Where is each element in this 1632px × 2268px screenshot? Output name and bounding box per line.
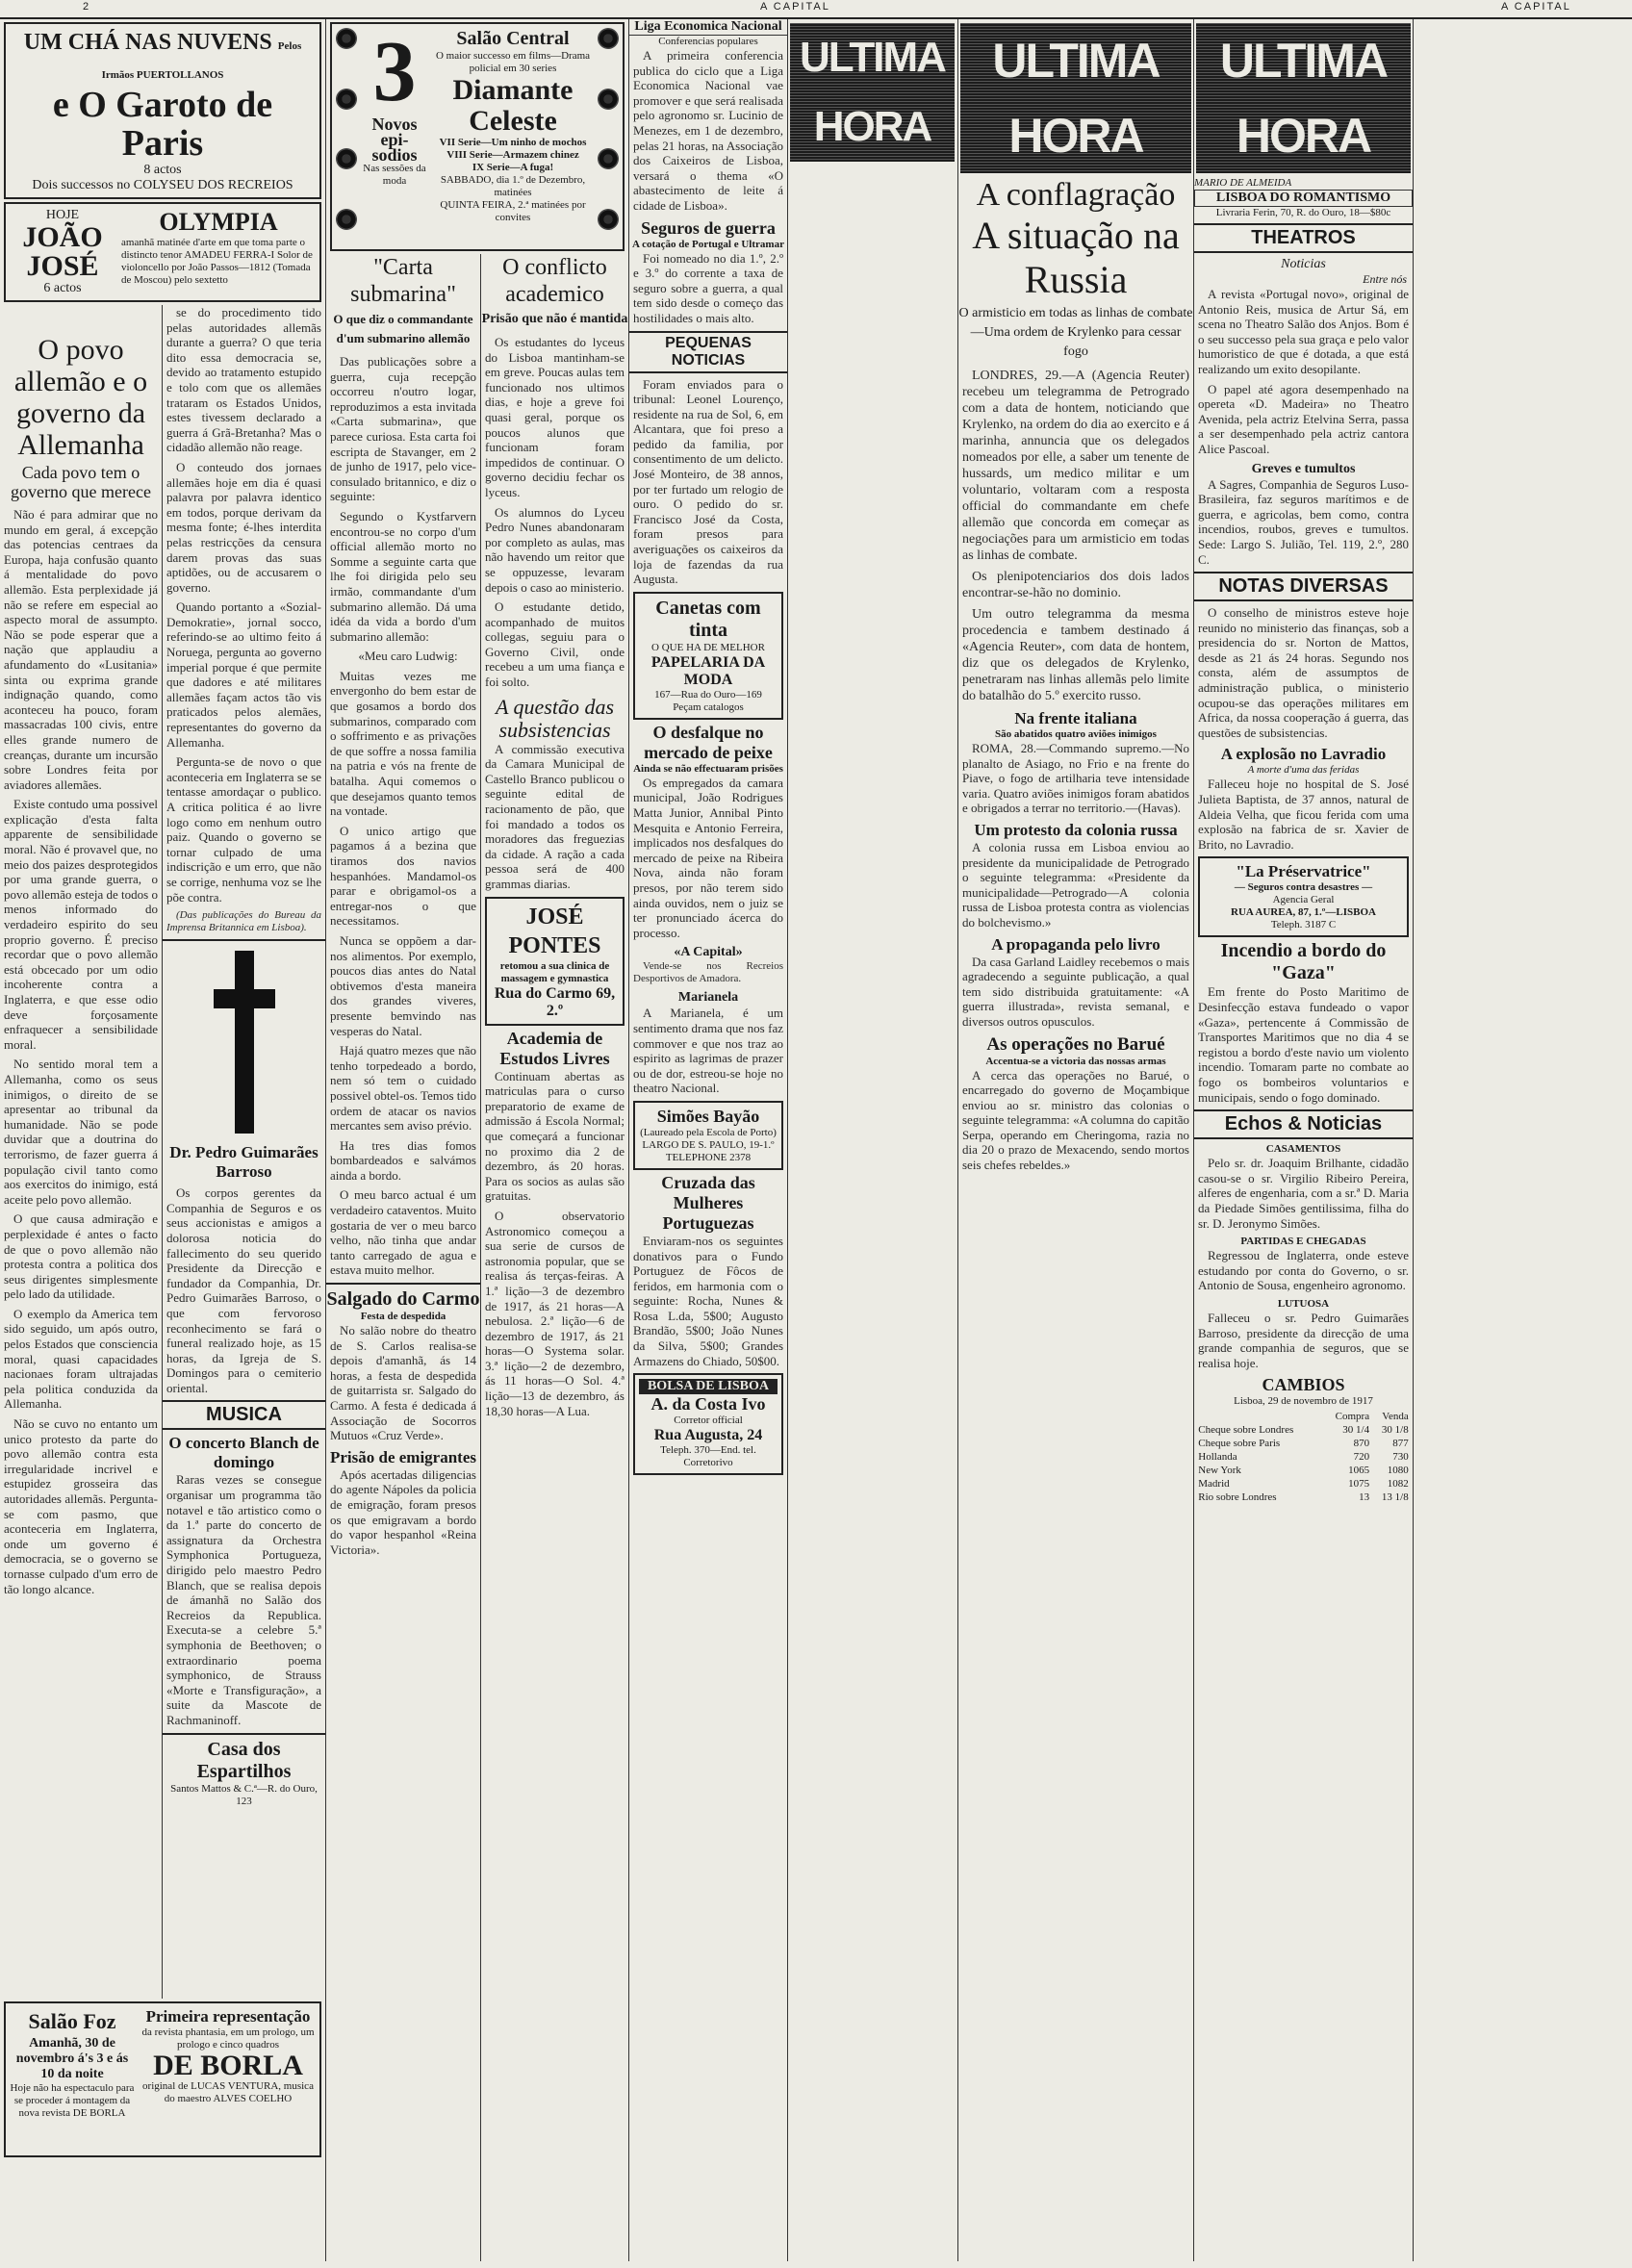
cambios-date: Lisboa, 29 de novembro de 1917 [1234,1395,1373,1408]
article-paragraph: Ha tres dias fomos bombardeados e salvámos ainda a bordo. [330,1137,476,1183]
table-row [1196,1410,1410,1423]
article-title-carmo: Salgado do Carmo [326,1288,480,1311]
ad-preservatrice-tel: Teleph. 3187 C [1270,919,1337,931]
article-title-presos: Prisão de emigrantes [329,1447,477,1466]
article-paragraph: No sentido moral tem a Allemanha, como os seus inimigos, o direito de se apresentar ao tribunal da humanidade. Não se pode duvidar que a doutrina do terrorismo, de fazer guerra á população civil tanto como aos exercitos do inimigo, está aceite pelo povo allemão. [4,1057,158,1207]
article-paragraph: A primeira conferencia publica do ciclo que a Liga Economica Nacional vae promover e que será realisada pelo agronomo sr. Lucinio de Menezes, em 1 de dezembro, pelas 21 horas, na Associação dos Caixeiros de Lisboa, versará o thema «O abastecimento de leite á cidade de Lisboa». [633,48,783,213]
article-title-russia: A situação na Russia [972,214,1180,301]
article-paragraph: Após acertadas diligencias do agente Nápoles da policia de emigração, foram presos os que emigravam a bordo do vapor hespanhol «Reina Victoria». [330,1466,476,1557]
ad-salao-maior: O maior successo em films—Drama policial em 30 series [435,50,591,74]
ad-foz-note: Hoje não ha espectaculo para se proceder á montagem da nova revista DE BORLA [10,2082,135,2119]
article-paragraph: Pelo sr. dr. Joaquim Brilhante, cidadão casou-se o sr. Virgilio Ribeiro Pereira, alferes de engenharia, com a sr.ª D. Maria da Piedade Simões gentilissima, filha do sr. D. Jeronymo Simões. [1198,1156,1409,1231]
ad-joao-acts: 6 actos [43,281,82,295]
ad-preservatrice-address: RUA AUREA, 87, 1.º—LISBOA [1231,906,1376,919]
ad-preservatrice-agencia: Agencia Geral [1272,894,1335,906]
ad-bolsa-name: A. da Costa Ivo [650,1394,766,1414]
article-title-academia: Academia de Estudos Livres [499,1028,610,1068]
section-cambios: CAMBIOS [1262,1375,1345,1395]
article-subtitle-italia: São abatidos quatro aviões inimigos [995,728,1157,740]
article-paragraph: O estudante detido, acompanhado de muitos collegas, seguiu para o Governo Civil, onde recebeu a um uma fiança e foi solto. [485,599,625,690]
article-paragraph: Muitas vezes me envergonho do bem estar de que gosamos a bordo dos submarinos, comparado com o soffrimento e as privações de que soffre a nossa familia na patria e vós na frente de batalha. Aqui comemos o que desejamos quanto temos na vontade. [330,668,476,819]
column-4 [481,254,628,2261]
article-paragraph: A Sagres, Companhia de Seguros Luso-Brasileira, faz seguros marítimos e de guerra, e agricolas, bem como, contra incendios, roubos, greves e tumultos. Sede: Largo S. Julião, Tel. 119, 2.º, 280 C. [1198,476,1409,567]
table-cell: 1065 [1348,1465,1370,1477]
ultima-hora-banner: ULTIMA HORA [790,23,955,162]
ad-garoto-acts: 8 actos [143,163,182,177]
article-paragraph: Hajá quatro mezes que não tenho torpedeado a bordo, nem só tem o cuidado possivel obtel-os. Temos tido ordem de atacar os navios mercantes sem aviso prévio. [330,1043,476,1134]
section-casamentos: CASAMENTOS [1265,1143,1341,1156]
article-paragraph: Regressou de Inglaterra, onde esteve estudando por conta do Governo, o sr. Antonio de Sousa, engenheiro agronomo. [1198,1248,1409,1293]
ad-sabbado: SABBADO, dia 1.º de Dezembro, matinées [440,174,586,198]
ad-film-1: Diamante [452,74,574,106]
concert-text: Raras vezes se consegue organisar um programma tão notavel e tão artistico como o da 1.ª parte do concerto de assignatura da Orchestra Symphonica Portugueza, dirigido pelo maestro Pedro Blanch, que se realisa depois de ámanhã no Salão dos Recreios da Republica. Executa-se a celebre 5.ª symphonia de Beethoven; o extraordinario poema symphonico, de Strauss «Morte e Transfiguração», a suite da Mascote de Rachmaninoff. [166,1472,321,1727]
ad-salao-central [330,22,625,251]
section-lutuosa: LUTUOSA [1277,1297,1330,1310]
article-paragraph: O conselho de ministros esteve hoje reunido no ministerio das finanças, sob a presidencia do sr. Norton de Mattos, desde as 21 ás 24 horas. Segundo nos consta, além de assumptos de administração publica, o ministerio ocupou-se das operações militares em Africa, da nossa cooperação á guerra, das questões de subsistencias. [1198,605,1409,740]
table-cell: 13 [1359,1491,1370,1504]
article-title-greves: Greves e tumultos [1251,461,1356,476]
ad-de-borla: DE BORLA [153,2050,303,2081]
article-paragraph: Os empregados da camara municipal, João Rodrigues Matta Junior, Annibal Pinto Mesquita e Antonio Ferreira, implicados nos desfalques do mercado de peixe na Ribeira Nova, ainda não foram presos, por não terem sido ainda ouvidos, nem o juiz se ter pronunciado ácerca do processo. [633,775,783,940]
ad-bolsa-address: Rua Augusta, 24 [653,1427,763,1444]
concert-title: O concerto Blanch de domingo [168,1434,319,1472]
ad-canetas-note: Peçam catalogos [673,701,744,713]
article-paragraph: O meu barco actual é um verdadeiro cataventos. Muito gostaria de ver o meu barco velho, não tinha que andar tanto carregado de agua e estava muito melhor. [330,1187,476,1278]
ad-quinta: QUINTA FEIRA, 2.ª matinées por convites [440,199,586,223]
article-paragraph: No salão nobre do theatro de S. Carlos realisa-se depois d'amanhã, ás 14 horas, a festa de despedida de guitarrista sr. Salgado do Carmo. A festa é dedicada á Associação de Socorros Mutuos «Cruz Verde». [330,1323,476,1443]
ad-simoes-title: Simões Bayão [656,1106,760,1126]
article-subtitle-povo: Cada povo tem o governo que merece [11,463,151,501]
section-title-echos: Echos & Noticias [1194,1109,1413,1139]
ad-preservatrice-sub: — Seguros contra desastres — [1234,881,1373,894]
article-title-subsistencias: A questão das subsistencias [495,694,615,742]
table-cell: Cheque sobre Londres [1198,1424,1294,1437]
article-title-capital: «A Capital» [674,945,743,960]
article-paragraph: Vende-se nos Recreios Desportivos de Amadora. [633,960,783,985]
table-cell: Hollanda [1198,1451,1237,1464]
table-row [1196,1491,1410,1504]
cross-icon [214,951,275,1134]
article-paragraph: Continuam abertas as matriculas para o curso preparatorio de exame de admissão á Escola Normal; que começará a funcionar no proximo dia 2 de dezembro, ás 20 horas. Para os socios as aulas são gratuitas. [485,1068,625,1204]
ad-canetas-shop: PAPELARIA DA MODA [650,653,766,688]
article-paragraph: Em frente do Posto Maritimo de Desinfecção estava fundeado o vapor «Gaza», pertencente á Commissão de Transportes Maritimos que no dia 4 se registou a bordo d'este navio um violento incendio. Tomaram parte no combate ao fogo os bombeiros voluntarios e municipais, sendo o fogo dominado. [1198,984,1409,1105]
ad-pontes-title: JOSÉ PONTES [508,904,601,958]
article-paragraph: LONDRES, 29.—A (Agencia Reuter) recebeu um telegramma de Petrogrado com a data de hontem, noticiando que Krylenko, na ordem do dia ao exercito e á marinha, annuncia que os delegados nomeados por elle, a saber um tenente de hussards, um medico militar e um voluntario, voltaram com a resposta official do commandante em chefe allemão que concorda em começar as negociações para um armisticio em todas as linhas de combate. [962,369,1189,563]
article-paragraph: Quando portanto a «Sozial-Demokratie», jornal socco, referindo-se ao ultimo feito á Noruega, pergunta ao governo imperial porque é que permite que dadores e até militares allemães façam actos tão vis praticados pelos alemães, representantes do governo da Allemanha. [166,599,321,750]
article-paragraph: O unico artigo que pagamos á a bezina que tiramos dos navios hespanhóes. Mandamol-os parar e obrigamol-os a entregar-nos o que necessitamos. [330,823,476,929]
column-6 [958,19,1193,2261]
ornament-icon [336,148,357,169]
article-subtitle-carmo: Festa de despedida [360,1311,446,1323]
masthead [0,0,1632,19]
column-3-4 [326,19,628,2261]
section-entre-nos: Entre nós [1363,272,1407,286]
article-paragraph: ROMA, 28.—Commando supremo.—No planalto de Asiago, no Frio e na frente do Piave, o fogo de artilharia teve intensidade varia. Quatro aviões inimigos foram abatidos e obrigados a terrar no territorio.—(Havas). [962,741,1189,816]
article-paragraph: Falleceu o sr. Pedro Guimarães Barroso, presidente da direcção de uma grande companhia de seguros, que se realisa hoje. [1198,1310,1409,1370]
table-cell: 730 [1392,1451,1409,1464]
ornament-icon [336,209,357,230]
ad-olympia-title: OLYMPIA [159,208,278,236]
table-row [1196,1450,1410,1464]
table-cell: 13 1/8 [1381,1491,1409,1504]
ad-joao: JOÃO JOSÉ [22,221,103,282]
article-paragraph: Os alumnos do Lyceu Pedro Nunes abandonaram por completo as aulas, mas não havendo um reitor que se oppuzesse, levaram depois o caso ao ministerio. [485,504,625,595]
article-paragraph: A cerca das operações no Barué, o encarregado do governo de Moçambique enviou ao sr. ministro das colonias o seguinte telegramma: «A columna do capitão Serpa, operando em Cheringoma, razia no dia 20 o prazo de Mexacendo, sendo mortos seis chefes rebeldes.» [962,1067,1189,1173]
article-subtitle-russia: O armisticio em todas as linhas de combate—Uma ordem de Krylenko para cessar fogo [958,306,1193,359]
table-cell: Rio sobre Londres [1198,1491,1277,1504]
ad-canetas-address: 167—Rua do Ouro—169 [654,688,762,701]
article-paragraph: Das publicações sobre a guerra, cuja recepção occorreu n'outro logar, reproduzimos a esta invitada «Carta submarina», que parece curiosa. Esta carta foi escripta de Stavanger, em 2 de junho de 1917, pelo vice-consulado britannico, e diz o seguinte: [330,354,476,504]
article-paragraph: Da casa Garland Laidley recebemos o mais agradecendo a seguinte publicação, a qual tem sido distribuida gratuitamente: «A guerra illustrada», revista semanal, e diversos outros opusculos. [962,954,1189,1029]
article-paragraph: A Marianela, é um sentimento drama que nos faz commover e que nos traz ao espirito as lagrimas de prazer ou de dor, estreou-se hoje no theatro Nacional. [633,1006,783,1096]
article-paragraph: se do procedimento tido pelas autoridades allemãs durante a guerra? O que teria dito essa democracia se, devido ao tratamento estupido e tolo com que os allemães trataram os Estados Unidos, estes tivessem declarado a guerra á Grã-Bretanha? Mas o cidadão allemão não reage. [166,305,321,455]
ad-olympia-text: amanhã matinée d'arte em que toma parte o distincto tenor AMADEU FERRA-I Solor de violoncello por João Passos—1812 (Tomada de Moscou) pelo sextetto [121,237,313,286]
ornament-icon [598,89,619,110]
ad-preservatrice-title: "La Préservatrice" [1236,862,1371,881]
article-paragraph: Os estudantes do lyceus do Lisboa mantinham-se em greve. Poucas aulas tem funcionado nos ultimos dias, e hoje a greve foi quasi geral, porque os poucos alunos que funcionam foram impedidos de continuar. O governo decidiu fechar os lyceus. [485,335,625,499]
table-cell: 1082 [1387,1478,1409,1491]
ad-jose-pontes [485,897,625,1026]
ad-pontes-sub: retomou a sua clinica de massagem e gymnastica [499,959,610,984]
section-noticias: Noticias [1281,257,1326,271]
column-1 [0,305,163,1999]
obituary-text: Os corpos gerentes da Companhia de Seguros e os seus accionistas e amigos a dolorosa noticia do fallecimento do seu querido Presidente da Direcção e fundador da Companhia, Dr. Pedro Guimarães Barroso, o que com fervoroso reconhecimento se fará o funeral realizado hoje, as 15 horas, da Igreja de S. Domingos para o cemiterio oriental. [166,1185,321,1395]
ornament-icon [336,89,357,110]
article-title-barue: As operações no Barué [986,1033,1165,1055]
article-paragraph: O conteudo dos jornaes allemães hoje em dia é quasi palavra por palavra identico em todos, porque derivam da mesma fonte; é-lhes interdita pelas restricções da censura darem provas das suas aptidões, ou de accusarem o governo. [166,459,321,595]
article-title-gaza: Incendio a bordo do "Gaza" [1220,940,1387,984]
article-paragraph: O observatorio Astronomico começou a sua serie de cursos de astronomia popular, que se realisa ás terças-feiras. A 1.ª lição—3 de dezembro de 1917, ás 21 horas—A nebulosa. 2.ª lição—6 de dezembro de 1917, ás 21 horas—O Systema solar. 3.ª lição—2 de dezembro, ás 11 horas—O Sol. 4.ª lição—13 de dezembro, ás 18,30 horas—A Lua. [485,1208,625,1418]
article-title-carta: "Carta submarina" [350,255,456,307]
ad-hoje: HOJE [45,208,80,222]
article-paragraph: Não se cuvo no entanto um unico protesto da parte do povo allemão contra esta irregularidade incrivel e estupidez grosseira das autoridades allemãs. Pergunta-se com pasmo, que aconteceria em Inglaterra, onde um governo é democracia, se o governo se tornasse culpado d'um erro de tão longo alcance. [4,1416,158,1596]
ad-salao-foz [4,2001,321,2157]
article-paragraph: O que causa admiração e perplexidade é antes o facto de que o povo allemão não protesta contra a politica dos seus dirigentes simplesmente pelo lado da utilidade. [4,1211,158,1302]
ad-romantismo: LISBOA DO ROMANTISMO [1194,190,1413,207]
article-paragraph: Segundo o Kystfarvern encontrou-se no corpo d'um official allemão morto no Somme a seguinte carta que lhe foi dirigida pelo seu irmão, commandante d'um submarino allemão. Dá uma idéa da vida a bordo d'um submarino allemão: [330,508,476,644]
article-paragraph: Foram enviados para o tribunal: Leonel Lourenço, residente na rua de Sol, 6, em Alcantara, que foi preso a pedido da familia, por consentimento de um delicto. José Monteiro, de 38 annos, por ter furtado um relogio de ouro. O pedido do sr. Francisco José da Costa, foram presos para averiguações os caixeiros da loja de fazendas da rua Augusta. [633,376,783,587]
ad-borla-authors: original de LUCAS VENTURA, musica do maestro ALVES COELHO [142,2080,314,2104]
ad-espartilhos: Casa dos Espartilhos [196,1738,292,1782]
article-quote: «Meu caro Ludwig: [358,649,458,664]
ad-foz-text: Amanhã, 30 de novembro á's 3 e ás 10 da noite [15,2036,129,2081]
ad-big-number: 3 [372,24,417,119]
table-cell: 30 1/8 [1381,1424,1409,1437]
article-subtitle-peixe: Ainda se não effectuaram prisões [633,762,783,775]
table-header [1196,1410,1322,1423]
article-subtitle-liga: Conferencias populares [658,36,758,47]
ad-bolsa-tel: Teleph. 370—End. tel. Corretorivo [660,1444,756,1469]
paper-name-right: A CAPITAL [1501,1,1571,13]
table-row [1196,1477,1410,1491]
ornament-icon [598,28,619,49]
ad-colyseu [4,22,321,199]
ad-foz-title: Salão Foz [28,2009,116,2033]
ad-primeira: Primeira representação [145,2007,311,2026]
column-2 [163,305,325,1999]
article-subtitle-barue: Accentua-se a victoria das nossas armas [985,1055,1166,1067]
table-header: Venda [1382,1411,1409,1423]
article-title-livro: A propaganda pelo livro [991,934,1160,954]
ad-sessoes: Nas sessões da moda [363,163,426,187]
ornament-icon [336,28,357,49]
ad-cha-title: UM CHÁ NAS NUVENS [23,30,272,55]
section-title-pequenas: PEQUENAS NOTICIAS [629,331,787,373]
ad-olympia [4,202,321,302]
article-title-conflicto: O conflicto academico [502,255,607,307]
article-title-seguros: Seguros de guerra [641,217,776,238]
page-number: 2 [83,1,91,13]
ad-canetas-title: Canetas com tinta [655,597,761,641]
article-paragraph: Existe contudo uma possivel explicação d'esta falta apparente de sensibilidade moral. Não é provavel que, no meio dos paizes desprotegidos por uma grande guerra, o povo allemão esteja de todos o menos informado do verdadeiro espirito do seu proprio governo. É preciso recordar que o povo allemão está obcecado por um odio incoherente contra a Inglaterra, e que esse odio deve forçosamente enfraquecer a sensibilidade moral. [4,797,158,1052]
ad-simoes-sub: (Laureado pela Escola de Porto) [640,1126,777,1138]
ad-garoto-note: Dois successos no COLYSEU DOS RECREIOS [32,178,293,192]
article-subtitle-lavradio: A morte d'uma das feridas [1247,764,1360,777]
article-subtitle-conflicto: Prisão que não é mantida [481,312,628,326]
article-paragraph: Foi nomeado no dia 1.º, 2.º e 3.º do corrente a taxa de seguro sobre a guerra, a qual tem sido desde o começo das hostilidades o mais alto. [633,250,783,325]
table-cell: Cheque sobre Paris [1198,1438,1281,1450]
ad-espartilhos-address: Santos Mattos & C.ª—R. do Ouro, 123 [170,1782,318,1807]
article-title-italia: Na frente italiana [1014,709,1137,727]
ad-bolsa-sub: Corretor official [674,1414,743,1427]
table-cell: New York [1198,1465,1241,1477]
article-paragraph: Nunca se oppõem a dar-nos alimentos. Por exemplo, poucos dias antes do Natal obtivemos d'esta maneira dos grandes viveres, presente bemvindo nas vesperas do Natal. [330,932,476,1038]
ad-novos: Novos epi-sodios [371,115,418,165]
ad-romantismo-note: Livraria Ferin, 70, R. do Ouro, 18—$80c [1215,207,1391,218]
article-paragraph: A revista «Portugal novo», original de Antonio Reis, musica de Artur Sá, em scena no Theatro Salão dos Anjos. Bom é o seu successo pela sua graça e pelo valor humoristico de que é dotada, a que está realizando um exito desopilante. [1198,287,1409,376]
table-cell: 1075 [1348,1478,1370,1491]
article-paragraph: A colonia russa em Lisboa enviou ao presidente da municipalidade de Petrogrado o seguinte telegramma: «Presidente da municipalidade—Petrogrado—A colonia russa de Lisboa protesta contra as violencias do bolchevismo.» [962,839,1189,930]
article-title-povo: O povo allemão e o governo da Allemanha [13,334,148,461]
article-paragraph: O papel até agora desempenhado na opereta «D. Madeira» no Theatro Avenida, pela actriz Etelvina Serra, passa a ser desempenhado pela actriz cantora Alice Pascoal. [1198,381,1409,456]
table-row [1196,1437,1410,1450]
ad-garoto: e O Garoto de Paris [52,85,273,164]
article-title-colonia-russa: Um protesto da colonia russa [974,820,1178,839]
ad-serie: VII Serie—Um ninho de mochos [439,137,587,148]
ad-preservatrice [1198,856,1409,937]
article-paragraph: Enviaram-nos os seguintes donativos para o Fundo Portuguez de Fôcos de feridos, em harmonia com o seguinte: Rocha, Nunes & Rosa L.da, 5$00; Augusto Brandão, 5$00; João Nunes da Silva, 5$00; Grandes Armazens do Chiado, 50$00. [633,1233,783,1368]
article-paragraph: O exemplo da America tem sido seguido, um após outro, pelos Estados que consciencia moral, quasi capacidades nacionaes foram ultrajadas pela politica conduzida da Allemanha. [4,1306,158,1412]
ad-bolsa-title: BOLSA DE LISBOA [639,1379,778,1394]
cambios-table [1196,1410,1410,1504]
column-5 [629,19,787,2261]
ad-serie: IX Serie—A fuga! [472,162,554,173]
table-cell: 30 1/4 [1342,1424,1370,1437]
article-paragraph: Não é para admirar que no mundo em geral, á excepção das potencias centraes da Europa, haja confusão quanto á mentalidade do povo allemão. Esta perplexidade já não se refere em especial ao aspecto moral de assumpto. Não se pode esperar que a nação que applaudiu a afundamento do «Lusitania» sinta ou exprima grande indignação quando, como aconteceu ha pouco, foram massacradas 100 civis, entre elles grande numero de creanças, durante um incursão sobre Londres feita por aviadores allemães. [4,507,158,792]
table-cell: 1080 [1387,1465,1409,1477]
article-title-liga: Liga Economica Nacional [629,19,787,36]
ornament-icon [598,148,619,169]
article-paragraph: Os plenipotenciarios dos dois lados encontrar-se-hão no dominio. [962,570,1189,600]
ad-canetas-sub: O QUE HA DE MELHOR [651,641,765,653]
section-title-musica: MUSICA [163,1400,325,1430]
article-title-peixe: O desfalque no mercado de peixe [644,722,773,762]
article-title-cruzada: Cruzada das Mulheres Portuguezas [661,1172,755,1233]
table-row [1196,1423,1410,1437]
table-cell: 720 [1353,1451,1370,1464]
ad-simoes-tel: TELEPHONE 2378 [665,1151,752,1163]
ad-serie: VIII Serie—Armazem chinez [446,149,579,161]
ultima-hora-banner-right: ULTIMA HORA [1196,23,1411,173]
ad-bolsa [633,1373,783,1475]
table-cell: Madrid [1198,1478,1230,1491]
ad-salao-name: Salão Central [456,28,570,49]
ornament-icon [598,209,619,230]
ad-primeira-text: da revista phantasia, em um prologo, um prologo e cinco quadros [141,2026,315,2051]
article-paragraph: Pergunta-se de novo o que aconteceria em Inglaterra se se tentasse amordaçar o publico. A critica politica é ao livre logo como em nenhum outro paiz. Quando o governo se tornar culpado de uma indiscrição e um erro, que não se corrige, nenhuma voz se lhe põe contra. [166,754,321,905]
article-title-marianela: Marianela [677,990,739,1006]
article-paragraph: Um outro telegramma da mesma procedencia e tambem destinado á «Agencia Reuter», com data de hontem, diz que os delegados de Krylenko, penetraram nas linhas allemãs pelo limite do batalhão do 5.º exercito russo. [962,607,1189,703]
ad-mario: MARIO DE ALMEIDA [1194,177,1292,189]
table-row [1196,1464,1410,1477]
ad-simoes-bayao [633,1101,783,1170]
table-header: Compra [1335,1411,1370,1423]
ad-canetas [633,592,783,720]
article-subtitle-seguros: A cotação de Portugal e Ultramar [632,238,784,250]
table-cell: 870 [1353,1438,1370,1450]
article-title-lavradio: A explosão no Lavradio [1220,745,1387,764]
obituary-name: Dr. Pedro Guimarães Barroso [169,1143,319,1182]
ad-simoes-address: LARGO DE S. PAULO, 19-1.º [642,1138,775,1151]
article-paragraph: A commissão executiva da Camara Municipal de Castello Branco publicou o seguinte edital de racionamento de pão, que foi mandado a todos os moradores das freguezias da cidade. A ração a cada pessoa será de 400 grammas diarias. [485,741,625,891]
column-1-2 [0,19,325,2261]
column-3 [326,254,481,2261]
article-title-conflagracao: A conflagração [976,177,1176,213]
ultima-hora-banner-main: ULTIMA HORA [960,23,1191,173]
column-7 [1194,19,1413,2261]
section-partidas: PARTIDAS E CHEGADAS [1240,1236,1366,1248]
article-subtitle-carta: O que diz o commandante d'um submarino allemão [333,312,473,345]
ad-pontes-address: Rua do Carmo 69, 2.º [494,984,616,1019]
ad-film-2: Celeste [469,105,557,137]
paper-name: A CAPITAL [760,1,830,13]
section-title-diversas: NOTAS DIVERSAS [1194,572,1413,601]
section-title-theatros: THEATROS [1194,223,1413,253]
ad-cha-extra: Pelos Irmãos PUERTOLLANOS [101,40,302,81]
article-paragraph: Falleceu hoje no hospital de S. José Julieta Baptista, de 37 annos, natural de Aldeia Velha, que ficou ferida com uma explosão na fabrica de sr. Xavier de Brito, no Lavradio. [1198,777,1409,852]
article-source-note: (Das publicações do Bureau da Imprensa Britannica em Lisboa). [166,909,321,934]
table-cell: 877 [1392,1438,1409,1450]
